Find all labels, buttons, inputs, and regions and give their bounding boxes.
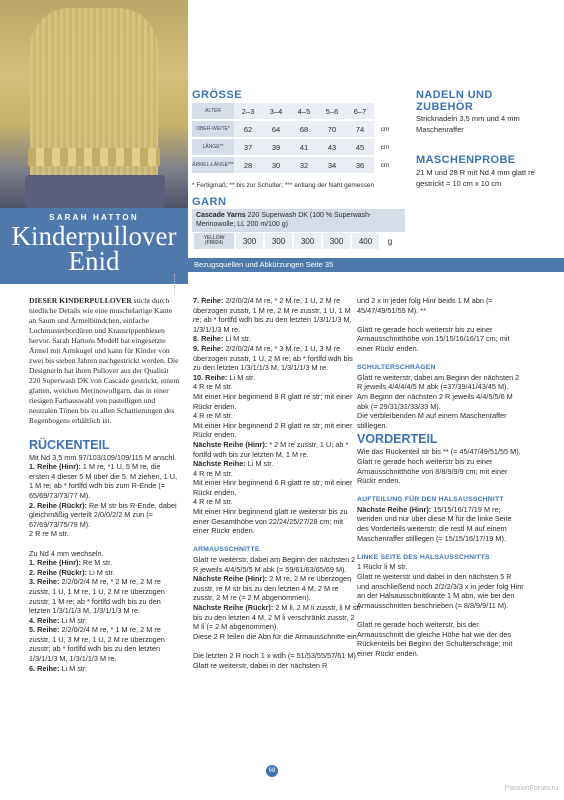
instruction: Glatt re weiterstr und dabei in den nächsten 5 R und anschließend noch 2/2/2/3/3 x in jeder folg Hinr an der Halsausschnittkante 1 M abn, wie bei den Armausschnitten beschrieben (= 8/8/9/9/11 M).: [357, 572, 524, 610]
row-label: 1. Reihe (Hinr):: [29, 462, 81, 472]
skirt: [25, 175, 165, 208]
row-label: 9. Reihe:: [193, 343, 224, 353]
section-heading-back: RÜCKENTEIL: [29, 437, 110, 452]
unit-cell: cm: [374, 139, 396, 155]
table-cell: 5–6: [318, 103, 346, 119]
gauge-heading: MASCHENPROBE: [416, 154, 516, 166]
row-label: 1. Reihe (Hinr):: [29, 558, 81, 568]
row-label: LÄNGE**: [192, 139, 234, 155]
watermark: PassionForum.ru: [504, 785, 558, 792]
table-cell: 2–3: [234, 103, 262, 119]
table-cell: 45: [346, 139, 374, 155]
row-label: Nächste Reihe (Hinr):: [193, 439, 268, 449]
instruction: Diese 2 R teilen die Abn für die Armausschnitte ein.: [193, 631, 359, 641]
row-label: 3. Reihe:: [29, 577, 60, 587]
row-text: Re M str.: [80, 558, 113, 568]
table-row: [192, 103, 396, 119]
instruction: 1 Rückr li M str.: [357, 562, 408, 572]
column-3: [357, 296, 525, 658]
subheading-armholes: ARMAUSSCHNITTE: [193, 546, 260, 554]
unit-cell: cm: [374, 157, 396, 173]
yarn-description: [192, 209, 405, 232]
row-label: 7. Reihe:: [193, 296, 224, 305]
table-cell: 36: [346, 157, 374, 173]
table-cell: 400: [352, 233, 379, 249]
intro-lead: DIESER KINDERPULLOVER: [29, 296, 132, 305]
instruction: Glatt re weiterstr, dabei in der nächsten R: [193, 660, 328, 670]
intro-text: sticht durch niedliche Details wie eine muschelartige Kante an Saum und Ärmelbündchen, einfache Lochmusterbordüren und Krausrippenbiesen hervor. Sarah Hattons Modell hat eingesetzte Ärmel mit Armkugel und kann für Kinder von zwei bis sieben Jahren nachgestrickt werden. Die Designerin hat ihren Pullover aus der Qualität 220 Superwash DK von Cascade gestrickt, einem glatten, weichen Merinowollgarn, das in einer riesigen Farbauswahl von pastelligen und neutralen Tönen bis zu allen Schattierungen des Regenbogens erhältlich ist.: [29, 296, 180, 425]
row-label: 2. Reihe (Rückr):: [29, 567, 87, 577]
needles-heading: [416, 89, 493, 113]
instruction: Mit einer Hinr beginnend glatt re weiterstr bis zu einer Gesamthöhe von 22/24/25/27/28 cm; mit einer Rückr enden.: [193, 507, 348, 536]
yarn-table: [192, 233, 401, 249]
table-cell: 28: [234, 157, 262, 173]
row-text: Li M str.: [59, 663, 87, 673]
row-text: 2/2/0/2/4 M re, * 2 M re, 1 U, 2 M re überzogen zusstr, 1 M re, 2 M re zusstr, 1 U, 1 M re; ab * fortlfd wdh bis zu den letzten 1/3/1/1/3 M, 1/3/1/1/3 M re.: [193, 296, 352, 334]
pattern-title-line2: Enid: [68, 246, 120, 276]
row-text: 1 M re, *1 U, 5 M re, die ersten 4 dieser 5 M über die 5. M ziehen, 1 U, 1 M re; ab * fortlfd wdh bis zum R-Ende (= 65/69/73/73/77 M).: [29, 462, 178, 500]
instruction: 4 R re M str.: [193, 411, 233, 421]
table-cell: 32: [290, 157, 318, 173]
table-row: [194, 233, 399, 249]
size-table: [192, 101, 396, 175]
instruction: Mit einer Hinr beginnend 6 R glatt re str; mit einer Rückr enden.: [193, 478, 353, 497]
instruction: [193, 334, 361, 344]
instruction: Wie das Rückenteil str bis ** (= 45/47/49/51/55 M).: [357, 447, 521, 457]
intro-paragraph: [29, 296, 181, 426]
row-label: 2. Reihe (Rückr):: [29, 500, 87, 510]
subheading-neck-division: AUFTEILUNG FÜR DEN HALSAUSSCHNITT: [357, 496, 504, 504]
sweater-knit-texture: [30, 8, 158, 198]
instruction: Am Beginn der nächsten 2 R jeweils 4/4/5/5/6 M abk (= 29/31/31/33/33 M).: [357, 391, 513, 411]
instruction: und 2 x in jeder folg Hinr beids 1 M abn (= 45/47/49/51/55 M). **: [357, 296, 493, 315]
instruction: Glatt re gerade hoch weiterstr bis zu einer Armausschnitthöhe von 15/15/16/16/17 cm; mit einer Rückr enden.: [357, 324, 510, 353]
instruction: 4 R re M str.: [193, 497, 233, 507]
instruction: Glatt re gerade hoch weiterstr, bis der Armausschnitt die gleiche Höhe hat wie der des Rückenteils bei Beginn der Schulterschräge; mit einer Rückr enden.: [357, 620, 513, 658]
subheading-left-neck: LINKE SEITE DES HALSAUSSCHNITTS: [357, 553, 490, 561]
table-cell: 43: [318, 139, 346, 155]
row-label: Nächste Reihe (Hinr):: [193, 574, 268, 584]
table-row: [192, 139, 396, 155]
instruction: Mit einer Hinr beginnend 2 R glatt re str; mit einer Rückr enden.: [193, 420, 353, 440]
instruction: Die letzten 2 R noch 1 x wdh (= 51/53/55/57/61 M).: [193, 650, 358, 660]
row-label: 6. Reihe:: [29, 663, 60, 673]
instruction: [29, 558, 181, 568]
size-footnote: * Fertigmaß; ** bis zur Schulter; *** entlang der Naht gemessen: [192, 182, 375, 189]
row-text: 15/15/16/17/19 M re; wenden und nur über diese M für die linke Seite des Vorderteils weiterstr; die restl M auf einem Maschenraffer stilllegen (= 15/15/16/17/19 M).: [357, 504, 512, 543]
gauge-text: 21 M und 28 R mit Nd 4 mm glatt re gestrickt = 10 cm x 10 cm: [416, 168, 535, 188]
instruction: Mit Nd 3,5 mm 97/103/109/109/115 M anschl.: [29, 452, 177, 462]
instruction: [29, 577, 181, 615]
page-number: 68: [266, 765, 278, 777]
instruction: 2 R re M str.: [29, 529, 69, 539]
instruction: [29, 625, 181, 663]
instruction: 4 R re M str.: [193, 382, 233, 392]
row-text: 2 M li, 2 M li zusstr, li M str bis zu den letzten 4 M, 2 M li verschränkt zusstr, 2 M li (= 2 M abgenommen).: [193, 603, 361, 632]
table-cell: 300: [236, 233, 263, 249]
table-cell: 62: [234, 121, 262, 137]
table-cell: 70: [318, 121, 346, 137]
row-text: 2/2/0/2/4 M re, * 1 M re, 2 M re zusstr, 1 U, 3 M re, 1 U, 2 M re überzogen zusstr; ab * fortlfd wdh bis zu den letzten 1/3/1/1/3 M, 1/3/1/1/3 M re.: [29, 625, 165, 664]
instruction: [193, 574, 361, 603]
table-cell: 68: [290, 121, 318, 137]
table-cell: 37: [234, 139, 262, 155]
table-cell: 6–7: [346, 103, 374, 119]
yarn-brand: Cascade Yarns: [196, 212, 246, 219]
instruction: Mit einer Hinr beginnend 8 R glatt re str; mit einer Rückr enden.: [193, 391, 353, 411]
row-label: Nächste Reihe (Rückr):: [193, 603, 274, 612]
table-cell: 3–4: [262, 103, 290, 119]
table-cell: 64: [262, 121, 290, 137]
table-cell: 41: [290, 139, 318, 155]
instruction: 4 R re M str.: [193, 468, 233, 478]
instruction: [357, 505, 525, 543]
table-cell: 300: [294, 233, 321, 249]
instruction: Glatt re gerade hoch weiterstr bis zu einer Armausschnitthöhe von 8/8/9/9/9 cm; mit einer Rückr enden.: [357, 456, 508, 486]
column-1: [29, 296, 181, 673]
needles-heading-line2: ZUBEHÖR: [416, 101, 474, 113]
author-name: SARAH HATTON: [49, 213, 139, 222]
row-text: Li M str.: [227, 372, 256, 382]
reference-bar: Bezugsquellen und Abkürzungen Seite 35: [188, 258, 564, 272]
instruction: [29, 462, 181, 500]
table-cell: 34: [318, 157, 346, 173]
row-label: Nächste Reihe (Hinr):: [357, 504, 432, 514]
row-text: Li M str.: [223, 334, 251, 344]
yarn-color-label: YELLOW (FB824): [194, 233, 234, 249]
subheading-shoulders: SCHULTERSCHRÄGEN: [357, 364, 436, 372]
needles-heading-line1: NADELN UND: [416, 89, 493, 101]
table-cell: 300: [265, 233, 292, 249]
row-label: OBER-WEITE*: [192, 121, 234, 137]
row-text: Li M str.: [245, 459, 274, 469]
table-cell: 300: [323, 233, 350, 249]
table-cell: 4–5: [290, 103, 318, 119]
row-label: 4. Reihe:: [29, 615, 60, 625]
unit-cell: [374, 103, 396, 119]
row-label: 8. Reihe:: [193, 334, 224, 344]
row-label: ÄRMEL-LÄNGE***: [192, 157, 234, 173]
yarn-desc-text: 220 Superwash DK (100 % Superwash-Merinowolle; LL 200 m/100 g): [196, 212, 372, 228]
table-row: [192, 157, 396, 173]
table-cell: 74: [346, 121, 374, 137]
instruction: [193, 459, 361, 469]
instruction: [193, 344, 361, 373]
section-heading-front: VORDERTEIL: [357, 432, 438, 447]
row-text: Re M str bis R-Ende, dabei gleichmäßig verteilt 2/0/0/2/2 M zun (= 67/69/73/75/79 M).: [29, 500, 177, 529]
row-text: 2/2/0/2/4 M re, * 3 M re, 1 U, 3 M re überzogen zusstr, 1 U, 2 M re; ab * fortlfd wdh bis zu den letzten 1/3/1/1/3 M, 1/3/1/1/3 M re.: [193, 343, 353, 373]
row-text: 2 M re, 2 M re überzogen zusstr, re M str bis zu den letzten 4 M, 2 M re zusstr, 2 M re (= 2 M abgenommen).: [193, 574, 352, 603]
row-text: Li M str.: [86, 567, 115, 577]
instruction: [29, 616, 181, 626]
instruction: Zu Nd 4 mm wechseln.: [29, 548, 104, 558]
row-text: * 2 M re zusstr, 1 U; ab * fortlfd wdh bis zur letzten M, 1 M re.: [193, 439, 349, 459]
table-cell: 39: [262, 139, 290, 155]
instruction: [193, 296, 361, 334]
table-row: [192, 121, 396, 137]
needles-text: Stricknadeln 3,5 mm und 4 mm Maschenraffer: [416, 114, 520, 134]
size-heading: GRÖSSE: [192, 89, 243, 101]
instruction: Glatt re weiterstr, dabei am Beginn der nächsten 2 R jeweils 4/4/4/4/5 M abk (=37/39/41/43/45 M).: [357, 372, 520, 392]
pattern-title-line1: Kinderpullover: [11, 221, 177, 251]
instruction: [29, 568, 181, 578]
unit-cell: cm: [374, 121, 396, 137]
instruction: Die verbleibenden M auf einem Maschenraffer stilllegen.: [357, 411, 507, 430]
row-label: 10. Reihe:: [193, 372, 228, 382]
table-cell: 30: [262, 157, 290, 173]
row-label: Nächste Reihe:: [193, 459, 246, 469]
row-label: ALTER: [192, 103, 234, 119]
unit-cell: g: [381, 233, 399, 249]
sweater-photo: [0, 0, 188, 208]
instruction: Glatt re weiterstr, dabei am Beginn der nächsten 2 R jeweils 4/4/5/5/5 M abk (= 59/61/63/65/69 M).: [193, 555, 356, 574]
instruction: [193, 440, 361, 459]
row-text: 2/2/0/2/4 M re, * 2 M re, 2 M re zusstr, 1 U, 1 M re, 1 U, 2 M re überzogen zusstr, 1 M re; ab * fortlfd wdh bis zu den letzten 1/3/1/1/3 M, 1/3/1/1/3 M re.: [29, 577, 165, 616]
instruction: [29, 664, 181, 674]
yarn-heading: GARN: [192, 196, 227, 208]
instruction: [193, 603, 361, 632]
sweater-lace-border: [28, 148, 160, 166]
dotted-divider: [174, 274, 177, 294]
row-label: 5. Reihe:: [29, 625, 60, 635]
column-2: [193, 296, 361, 670]
instruction: [29, 501, 181, 530]
instruction: [193, 373, 361, 383]
row-text: Li M str.: [59, 615, 87, 625]
